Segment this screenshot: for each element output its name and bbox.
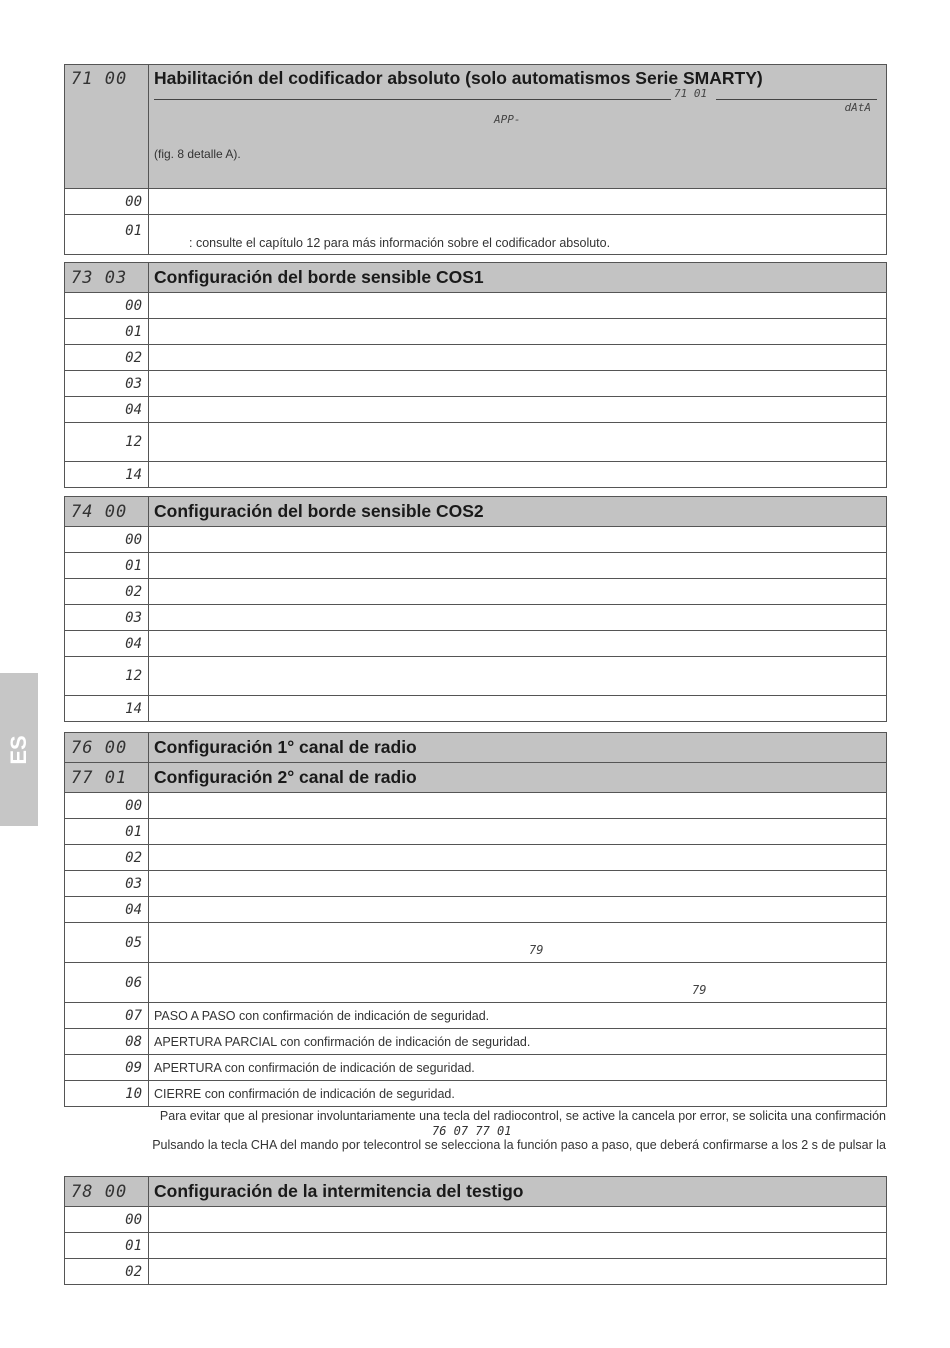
option-desc xyxy=(149,397,887,423)
option-code: 02 xyxy=(65,345,149,371)
option-desc: CIERRE con confirmación de indicación de seguridad. xyxy=(149,1081,887,1107)
inline-code: 79 xyxy=(692,983,707,997)
option-code: 14 xyxy=(65,696,149,722)
header-cell xyxy=(149,65,887,189)
option-code: 00 xyxy=(65,793,149,819)
option-desc xyxy=(149,819,887,845)
option-desc: PASO A PASO con confirmación de indicación de seguridad. xyxy=(149,1003,887,1029)
note-line: Para evitar que al presionar involuntariamente una tecla del radiocontrol, se active la cancela por error, se solicita una confirmación xyxy=(159,1109,886,1123)
option-desc xyxy=(149,189,887,215)
inline-code: 79 xyxy=(529,943,544,957)
option-code: 00 xyxy=(65,527,149,553)
option-desc xyxy=(149,696,887,722)
table-radio-channels xyxy=(64,732,887,1107)
option-code: 01 xyxy=(65,819,149,845)
inline-code: 71 01 xyxy=(674,87,708,100)
table-7400 xyxy=(64,496,887,722)
option-code: 00 xyxy=(65,293,149,319)
option-desc xyxy=(149,963,887,1003)
option-desc: : consulte el capítulo 12 para más información sobre el codificador absoluto. xyxy=(149,215,887,255)
section-title: Configuración de la intermitencia del testigo xyxy=(149,1177,887,1207)
section-title: Configuración 2° canal de radio xyxy=(149,763,887,793)
inline-code: APP- xyxy=(494,113,521,126)
inline-code: dAtA xyxy=(844,101,871,114)
option-code: 02 xyxy=(65,579,149,605)
option-desc xyxy=(149,845,887,871)
option-desc xyxy=(149,319,887,345)
option-code: 07 xyxy=(65,1003,149,1029)
option-code: 02 xyxy=(65,1259,149,1285)
option-code: 12 xyxy=(65,423,149,462)
param-code: 74 00 xyxy=(65,497,149,527)
option-code: 01 xyxy=(65,1233,149,1259)
option-desc xyxy=(149,527,887,553)
option-desc xyxy=(149,657,887,696)
option-code: 10 xyxy=(65,1081,149,1107)
option-desc xyxy=(149,579,887,605)
language-tab-label: ES xyxy=(6,734,31,765)
option-code: 06 xyxy=(65,963,149,1003)
option-code: 14 xyxy=(65,462,149,488)
option-desc xyxy=(149,793,887,819)
option-code: 05 xyxy=(65,923,149,963)
option-code: 12 xyxy=(65,657,149,696)
option-code: 03 xyxy=(65,871,149,897)
param-code: 78 00 xyxy=(65,1177,149,1207)
option-desc xyxy=(149,345,887,371)
option-desc xyxy=(149,1233,887,1259)
option-code: 00 xyxy=(65,189,149,215)
option-desc: APERTURA PARCIAL con confirmación de indicación de seguridad. xyxy=(149,1029,887,1055)
option-code: 08 xyxy=(65,1029,149,1055)
option-desc xyxy=(149,1259,887,1285)
option-desc xyxy=(149,871,887,897)
option-code: 03 xyxy=(65,605,149,631)
param-code: 76 00 xyxy=(65,733,149,763)
option-desc xyxy=(149,605,887,631)
table-7303 xyxy=(64,262,887,488)
option-code: 04 xyxy=(65,631,149,657)
option-desc xyxy=(149,462,887,488)
param-code: 73 03 xyxy=(65,263,149,293)
option-code: 04 xyxy=(65,397,149,423)
section-title: Configuración 1° canal de radio xyxy=(149,733,887,763)
option-code: 09 xyxy=(65,1055,149,1081)
option-desc xyxy=(149,897,887,923)
rule-line xyxy=(154,87,881,114)
section-title: Configuración del borde sensible COS2 xyxy=(149,497,887,527)
option-code: 02 xyxy=(65,845,149,871)
figure-note: (fig. 8 detalle A). xyxy=(154,147,241,161)
param-code: 77 01 xyxy=(65,763,149,793)
option-desc xyxy=(149,293,887,319)
option-desc: APERTURA con confirmación de indicación de seguridad. xyxy=(149,1055,887,1081)
inline-code: 76 07 77 01 xyxy=(432,1124,512,1138)
option-desc xyxy=(149,371,887,397)
note-line: Pulsando la tecla CHA del mando por telecontrol se selecciona la función paso a paso, que deberá confirmarse a los 2 s de pulsar la xyxy=(152,1138,886,1152)
option-desc xyxy=(149,631,887,657)
option-code: 01 xyxy=(65,319,149,345)
option-desc xyxy=(149,423,887,462)
language-tab xyxy=(0,673,38,826)
option-desc xyxy=(149,1207,887,1233)
option-code: 04 xyxy=(65,897,149,923)
option-code: 00 xyxy=(65,1207,149,1233)
section-title: Habilitación del codificador absoluto (solo automatismos Serie SMARTY) xyxy=(154,68,763,88)
option-code: 01 xyxy=(65,553,149,579)
option-code: 01 xyxy=(65,215,149,255)
option-desc xyxy=(149,923,887,963)
table-7100 xyxy=(64,64,887,255)
option-desc xyxy=(149,553,887,579)
table-7800 xyxy=(64,1176,887,1285)
option-code: 03 xyxy=(65,371,149,397)
param-code: 71 00 xyxy=(65,65,149,189)
section-title: Configuración del borde sensible COS1 xyxy=(149,263,887,293)
